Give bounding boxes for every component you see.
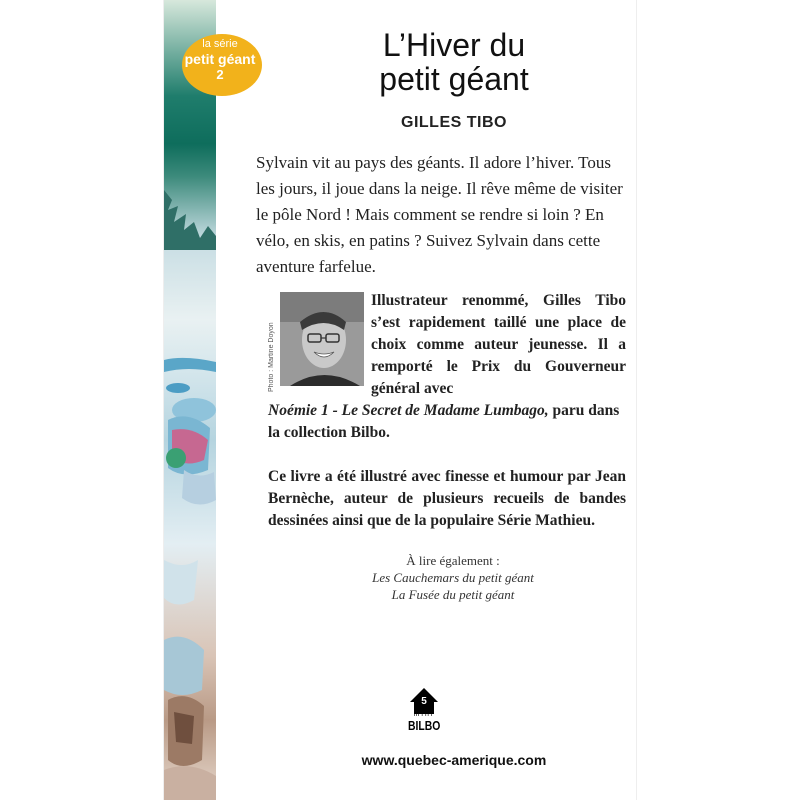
author-name: GILLES TIBO	[401, 114, 507, 131]
award-book-collection: paru dans la collection Bilbo.	[268, 402, 620, 441]
also-read	[334, 552, 572, 603]
author-bio: Illustrateur renommé, Gilles Tibo s’est rapidement taillé une place de choix comme auteur jeunesse. Il a remporté le Prix du Gouverneur général avec	[371, 292, 626, 397]
logo-brand: BILBO	[408, 718, 441, 733]
book-title-line-2: petit géant	[379, 61, 529, 97]
photo-credit: Photo : Martine Doyon	[268, 322, 275, 392]
author-portrait-image	[280, 292, 364, 386]
series-name: petit géant	[184, 51, 256, 67]
illustration-strip	[164, 0, 216, 800]
book-title-line-1: L’Hiver du	[382, 27, 526, 63]
also-read-title: Les Cauchemars du petit géant	[372, 570, 534, 585]
also-read-heading: À lire également :	[406, 553, 500, 568]
logo-number: 5	[421, 696, 427, 707]
book-title	[294, 28, 614, 96]
book-back-cover	[164, 0, 636, 800]
summary	[256, 150, 626, 280]
summary-paragraph: Sylvain vit au pays des géants. Il adore l’hiver. Tous les jours, il joue dans la neige. Il rêve même de visiter le pôle Nord ! Mais comment se rendre si loin ? En vélo, en skis, en patins ? Suivez Sylvain dans cette aventure farfelue.	[256, 153, 623, 276]
logo-mini: mini	[413, 711, 435, 718]
author-photo	[280, 292, 364, 386]
also-read-title: La Fusée du petit géant	[391, 587, 515, 602]
award-book-title: Noémie 1 - Le Secret de Madame Lumbago,	[268, 402, 549, 419]
series-badge	[172, 34, 268, 98]
mini-bilbo-logo	[404, 686, 444, 748]
series-number: 2	[216, 67, 224, 82]
winter-illustration	[164, 0, 216, 800]
publisher-website: www.quebec-amerique.com	[361, 752, 547, 768]
author-bio-award	[268, 400, 626, 444]
illustrator-note: Ce livre a été illustré avec finesse et humour par Jean Bernèche, auteur de plusieurs recueils de bandes dessinées ainsi que de la populaire Série Mathieu.	[268, 468, 626, 529]
series-label: la série	[202, 38, 238, 50]
